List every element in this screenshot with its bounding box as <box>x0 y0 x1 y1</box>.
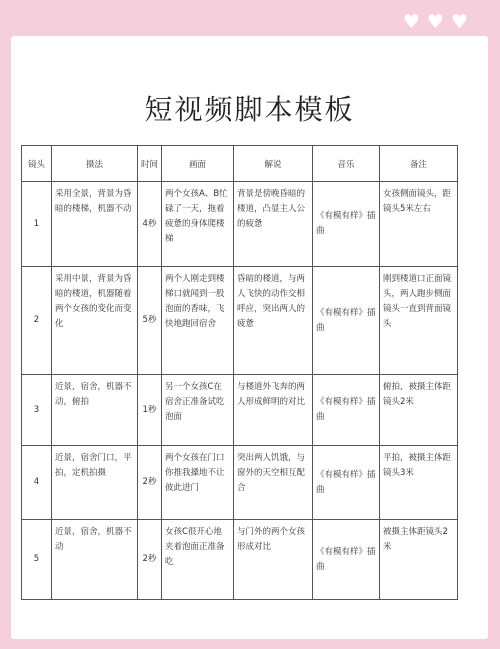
cell-narration: 背景是傍晚昏暗的楼道，凸显主人公的疲惫 <box>234 182 313 267</box>
header-scene: 画面 <box>162 146 234 182</box>
cell-method: 采用全景，背景为昏暗的楼梯，机器不动 <box>52 182 138 267</box>
table-row <box>22 375 458 446</box>
cell-shot: 3 <box>22 375 52 446</box>
script-table <box>21 145 458 600</box>
cell-shot: 5 <box>22 520 52 600</box>
cell-note: 刚到楼道口正面镜头，两人跑步侧面镜头一直到背面镜头 <box>380 267 458 375</box>
cell-scene: 两个女孩在门口你推我搡地不让彼此进门 <box>162 446 234 520</box>
header-shot: 镜头 <box>22 146 52 182</box>
cell-narration: 突出两人饥饿，与窗外的天空相互配合 <box>234 446 313 520</box>
cell-method: 近景，宿舍门口，平拍，定机拍摄 <box>52 446 138 520</box>
cell-method: 近景，宿舍，机器不动 <box>52 520 138 600</box>
cell-time: 2秒 <box>138 446 162 520</box>
cell-method: 采用中景，背景为昏暗的楼道，机器随着两个女孩的变化而变化 <box>52 267 138 375</box>
cell-shot: 1 <box>22 182 52 267</box>
cell-scene: 另一个女孩C在宿舍正准备试吃泡面 <box>162 375 234 446</box>
table-row <box>22 267 458 375</box>
cell-time: 1秒 <box>138 375 162 446</box>
table-row <box>22 182 458 267</box>
heart-icon: ♥ <box>450 11 468 33</box>
table-header-row <box>22 146 458 182</box>
header-time: 时间 <box>138 146 162 182</box>
cell-music: 《有模有样》插曲 <box>313 375 380 446</box>
cell-music: 《有模有样》插曲 <box>313 182 380 267</box>
cell-music: 《有模有样》插曲 <box>313 520 380 600</box>
cell-note: 被摄主体距镜头2米 <box>380 520 458 600</box>
header-note: 备注 <box>380 146 458 182</box>
heart-icon: ♥ <box>426 11 444 33</box>
header-music: 音乐 <box>313 146 380 182</box>
cell-time: 5秒 <box>138 267 162 375</box>
cell-music: 《有模有样》插曲 <box>313 446 380 520</box>
hearts-decoration <box>403 13 468 32</box>
table-row <box>22 446 458 520</box>
cell-scene: 两个女孩A、B忙碌了一天，拖着疲惫的身体爬楼梯 <box>162 182 234 267</box>
cell-narration: 与楼道外飞奔的两人形成鲜明的对比 <box>234 375 313 446</box>
cell-note: 女孩侧面镜头，距镜头5米左右 <box>380 182 458 267</box>
cell-scene: 女孩C很开心地夹着泡面正准备吃 <box>162 520 234 600</box>
table-row <box>22 520 458 600</box>
page-title: 短视频脚本模板 <box>144 93 355 126</box>
cell-music: 《有模有样》插曲 <box>313 267 380 375</box>
cell-method: 近景，宿舍，机器不动，俯拍 <box>52 375 138 446</box>
cell-shot: 2 <box>22 267 52 375</box>
cell-narration: 昏暗的楼道，与两人飞快的动作交相呼应，突出两人的疲惫 <box>234 267 313 375</box>
cell-note: 俯拍，被摄主体距镜头2米 <box>380 375 458 446</box>
cell-time: 2秒 <box>138 520 162 600</box>
cell-shot: 4 <box>22 446 52 520</box>
cell-note: 平拍，被摄主体距镜头3米 <box>380 446 458 520</box>
header-narration: 解说 <box>234 146 313 182</box>
header-method: 摄法 <box>52 146 138 182</box>
cell-narration: 与门外的两个女孩形成对比 <box>234 520 313 600</box>
cell-time: 4秒 <box>138 182 162 267</box>
heart-icon: ♥ <box>402 11 420 33</box>
cell-scene: 两个人刚走到楼梯口就闻到一股泡面的香味，飞快地跑回宿舍 <box>162 267 234 375</box>
